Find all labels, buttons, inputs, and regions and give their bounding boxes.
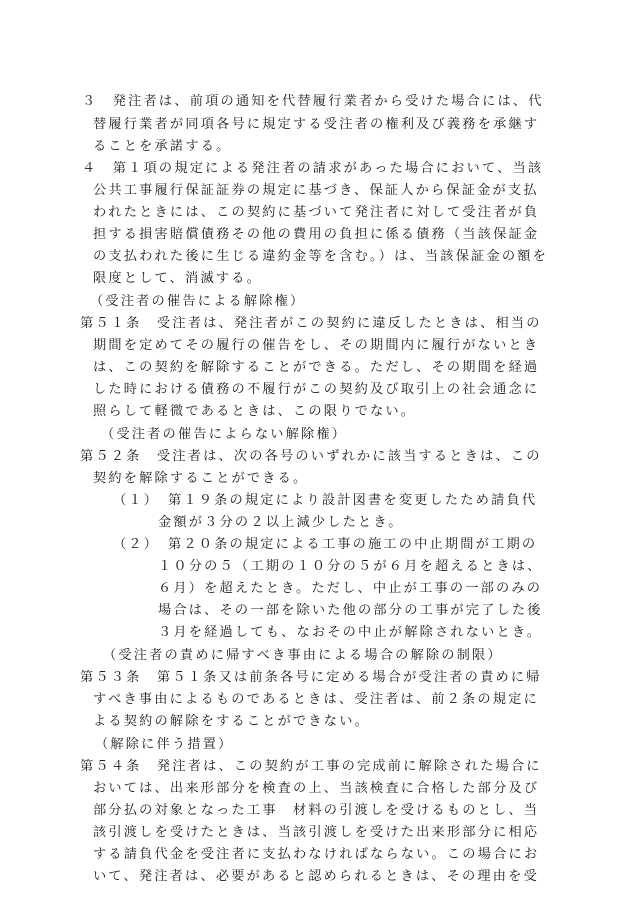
article-line: 第５２条 受注者は、次の各号のいずれかに該当するときは、この: [80, 449, 542, 464]
text-line: した時における債務の不履行がこの契約及び取引上の社会通念に: [93, 382, 540, 397]
text-line: おいては、出来形部分を検査の上、当該検査に合格した部分及び: [93, 781, 540, 796]
text-line: われたときには、この契約に基づいて発注者に対して受注者が負: [93, 205, 540, 220]
text-line: ることを承諾する。: [93, 139, 232, 154]
text-line: の支払われた後に生じる違約金等を含む。）は、当該保証金の額を: [93, 249, 549, 264]
text-line: すべき事由によるものであるときは、受注者は、前２条の規定に: [93, 692, 539, 707]
article-line: 第５４条 発注者は、この契約が工事の完成前に解除された場合に: [80, 759, 542, 774]
list-item: （２） 第２０条の規定による工事の施工の中止期間が工期の: [113, 537, 538, 552]
text-line: は、この契約を解除することができる。ただし、その期間を経過: [93, 360, 540, 375]
text-line: よる契約の解除をすることができない。: [93, 714, 370, 729]
text-line: 限度として、消滅する。: [93, 271, 262, 286]
section-heading: （受注者の催告による解除権）: [90, 294, 306, 309]
section-heading: （受注者の責めに帰すべき事由による場合の解除の制限）: [103, 648, 503, 663]
text-line: １０分の５（工期の１０分の５が６月を超えるときは、: [158, 559, 543, 574]
text-line: 公共工事履行保証証券の規定に基づき、保証人から保証金が支払: [93, 183, 539, 198]
text-line: 契約を解除することができる。: [93, 471, 309, 486]
section-heading: （解除に伴う措置）: [95, 737, 234, 752]
text-line: 場合は、その一部を除いた他の部分の工事が完了した後: [158, 603, 543, 618]
text-line: 部分払の対象となった工事 材料の引渡しを受けるものとし、当: [93, 803, 540, 818]
text-line: 照らして軽微であるときは、この限りでない。: [93, 404, 417, 419]
text-line: いて、発注者は、必要があると認められるときは、その理由を受: [93, 869, 539, 884]
text-line: する請負代金を受注者に支払わなければならない。この場合にお: [93, 847, 540, 862]
text-line: ６月）を超えたとき。ただし、中止が工事の一部のみの: [158, 581, 543, 596]
text-line: 期間を定めてその履行の催告をし、その期間内に履行がないとき: [93, 338, 540, 353]
text-line: ３ 発注者は、前項の通知を代替履行業者から受けた場合には、代: [82, 94, 544, 109]
article-line: 第５１条 受注者は、発注者がこの契約に違反したときは、相当の: [80, 316, 542, 331]
text-line: 担する損害賠償債務その他の費用の負担に係る債務（当該保証金: [93, 227, 540, 242]
text-line: 該引渡しを受けたときは、当該引渡しを受けた出来形部分に相応: [93, 825, 540, 840]
text-line: ４ 第１項の規定による発注者の請求があった場合において、当該: [82, 161, 544, 176]
list-item: （１） 第１９条の規定により設計図書を変更したため請負代: [113, 493, 538, 508]
text-line: ３月を経過しても、なおその中止が解除されないとき。: [158, 625, 543, 640]
section-heading: （受注者の催告によらない解除権）: [101, 427, 348, 442]
article-line: 第５３条 第５１条又は前条各号に定める場合が受注者の責めに帰: [80, 670, 542, 685]
text-line: 金額が３分の２以上減少したとき。: [158, 515, 404, 530]
text-line: 替履行業者が同項各号に規定する受注者の権利及び義務を承継す: [93, 117, 540, 132]
